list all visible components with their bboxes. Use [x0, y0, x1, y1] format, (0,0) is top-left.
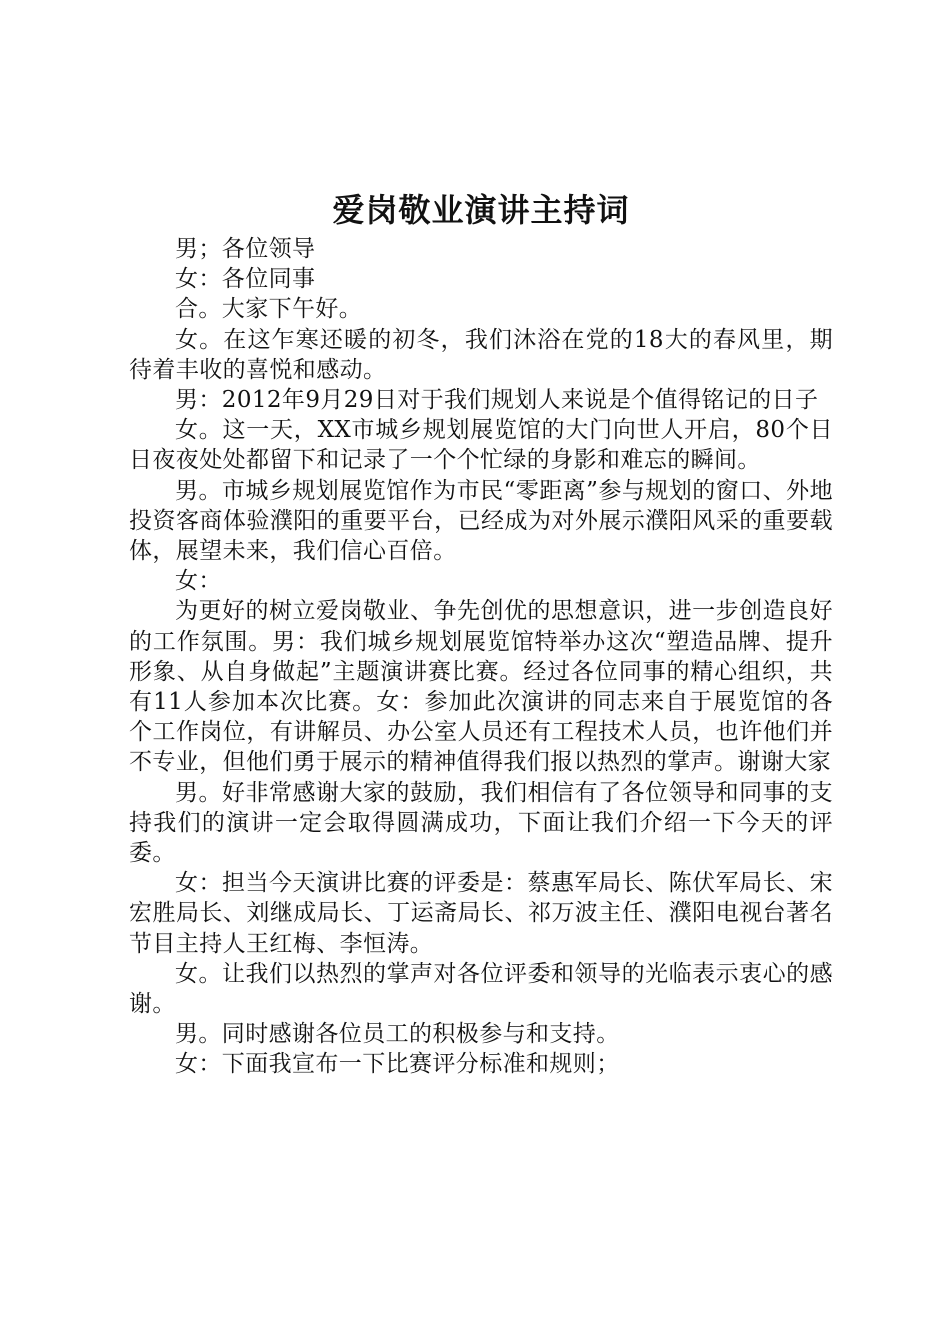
- paragraph: 女：担当今天演讲比赛的评委是：蔡惠军局长、陈伏军局长、宋宏胜局长、刘继成局长、丁运斋局长、祁万波主任、濮阳电视台著名节目主持人王红梅、李恒涛。: [129, 870, 833, 957]
- paragraph: 男。市城乡规划展览馆作为市民“零距离”参与规划的窗口、外地投资客商体验濮阳的重要平台，已经成为对外展示濮阳风采的重要载体，展望未来，我们信心百倍。: [129, 477, 833, 565]
- paragraph: 为更好的树立爱岗敬业、争先创优的思想意识，进一步创造良好的工作氛围。男：我们城乡规划展览馆特举办这次“塑造品牌、提升形象、从自身做起”主题演讲赛比赛。经过各位同事的精心组织，共有11人参加本次比赛。女：参加此次演讲的同志来自于展览馆的各个工作岗位，有讲解员、办公室人员还有工程技术人员，也许他们并不专业，但他们勇于展示的精神值得我们报以热烈的掌声。谢谢大家: [129, 598, 833, 776]
- paragraph: 女：各位同事: [175, 266, 316, 293]
- document-title: 爱岗敬业演讲主持词: [332, 191, 630, 229]
- paragraph: 女。在这乍寒还暖的初冬，我们沐浴在党的18大的春风里，期待着丰收的喜悦和感动。: [129, 326, 833, 383]
- document-page: [129, 186, 833, 1080]
- paragraph: 女：下面我宣布一下比赛评分标准和规则；: [175, 1051, 620, 1078]
- document-body: [129, 234, 833, 1080]
- paragraph: 男：2012年9月29日对于我们规划人来说是个值得铭记的日子: [175, 387, 819, 414]
- paragraph: 合。大家下午好。: [175, 296, 363, 323]
- paragraph: 男。好非常感谢大家的鼓励，我们相信有了各位领导和同事的支持我们的演讲一定会取得圆满成功，下面让我们介绍一下今天的评委。: [129, 779, 833, 867]
- paragraph: 男。同时感谢各位员工的积极参与和支持。: [175, 1021, 620, 1048]
- paragraph: 女。这一天，XX市城乡规划展览馆的大门向世人开启，80个日日夜夜处处都留下和记录了一个个忙绿的身影和难忘的瞬间。: [129, 417, 833, 474]
- paragraph: 女：: [175, 568, 222, 595]
- paragraph: 女。让我们以热烈的掌声对各位评委和领导的光临表示衷心的感谢。: [129, 960, 833, 1018]
- paragraph: 男；各位领导: [175, 236, 316, 262]
